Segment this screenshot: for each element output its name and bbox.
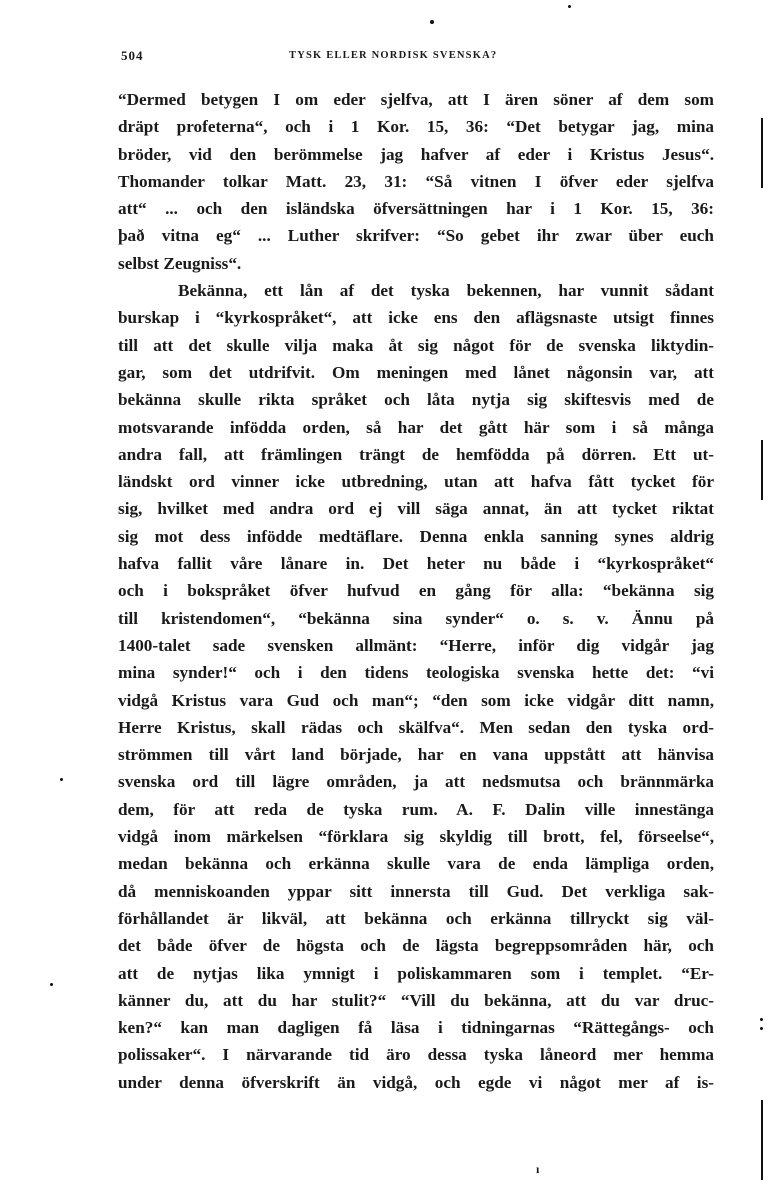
scan-speck bbox=[568, 5, 571, 8]
text-line: under denna öfverskrift än vidgå, och egde vi något mer af is- bbox=[118, 1072, 714, 1092]
text-line: sig, hvilket med andra ord ej vill säga annat, än att tycket riktat bbox=[118, 499, 714, 519]
text-line: bekänna skulle rikta språket och låta nytja sig skiftesvis med de bbox=[118, 390, 714, 410]
body-text bbox=[118, 86, 714, 1096]
scan-speck bbox=[50, 983, 53, 986]
scan-speck bbox=[60, 778, 63, 781]
text-line: och i bokspråket öfver hufvud en gång för alla: “bekänna sig bbox=[118, 581, 714, 601]
text-line: till att det skulle vilja maka åt sig något för de svenska liktydin- bbox=[118, 335, 714, 355]
scan-speck bbox=[760, 1018, 763, 1021]
text-line: vidgå inom märkelsen “förklara sig skyldig till brott, fel, förseelse“, bbox=[118, 827, 714, 847]
text-line: känner du, att du har stulit?“ “Vill du bekänna, att du var druc- bbox=[118, 990, 714, 1010]
text-line: sig mot dess infödde medtäflare. Denna enkla sanning synes aldrig bbox=[118, 526, 714, 546]
text-line: það vitna eg“ ... Luther skrifver: “So gebet ihr zwar über euch bbox=[118, 226, 714, 246]
text-line: vidgå Kristus vara Gud och man“; “den som icke vidgår ditt namn, bbox=[118, 690, 714, 710]
text-line: burskap i “kyrkospråket“, att icke ens den aflägsnaste utsigt finnes bbox=[118, 308, 714, 328]
text-line: 1400-talet sade svensken allmänt: “Herre, inför dig vidgår jag bbox=[118, 635, 714, 655]
text-line: Herre Kristus, skall rädas och skälfva“. Men sedan den tyska ord- bbox=[118, 717, 714, 737]
text-line: det både öfver de högsta och de lägsta begreppsområden här, och bbox=[118, 936, 714, 956]
page-number: 504 bbox=[121, 48, 144, 63]
text-line: motsvarande infödda orden, så har det gått här som i så många bbox=[118, 417, 714, 437]
text-line: medan bekänna och erkänna skulle vara de enda lämpliga orden, bbox=[118, 854, 714, 874]
text-line: att“ ... och den isländska öfversättningen har i 1 Kor. 15, 36: bbox=[118, 199, 714, 219]
text-line: då menniskoanden yppar sitt innersta till Gud. Det verkliga sak- bbox=[118, 881, 714, 901]
text-line: mina synder!“ och i den tidens teologiska svenska hette det: “vi bbox=[118, 663, 714, 683]
scan-speck bbox=[760, 1027, 763, 1030]
text-line: “Dermed betygen I om eder sjelfva, att I ären söner af dem som bbox=[118, 90, 714, 109]
text-line: Thomander tolkar Matt. 23, 31: “Så vitnen I öfver eder sjelfva bbox=[118, 171, 714, 191]
text-line: polissaker“. I närvarande tid äro dessa tyska låneord mer hemma bbox=[118, 1045, 714, 1065]
page-header bbox=[117, 44, 707, 68]
margin-line-mark bbox=[761, 440, 763, 500]
text-line: svenska ord till lägre områden, ja att nedsmutsa och brännmärka bbox=[118, 772, 714, 792]
scan-speck bbox=[430, 20, 434, 24]
text-line: dem, för att reda de tyska rum. A. F. Dalin ville innestänga bbox=[118, 799, 714, 819]
text-line: till kristendomen“, “bekänna sina synder“ o. s. v. Ännu på bbox=[118, 608, 714, 628]
text-line: ken?“ kan man dagligen få läsa i tidningarnas “Rättegångs- och bbox=[118, 1018, 714, 1038]
text-line: ländskt ord vinner icke utbredning, utan att hafva fått tycket för bbox=[118, 472, 714, 492]
text-line: att de nytjas lika ymnigt i poliskammaren som i templet. “Er- bbox=[118, 963, 714, 983]
text-line: dräpt profeterna“, och i 1 Kor. 15, 36: “Det betygar jag, mina bbox=[118, 117, 714, 137]
text-line: strömmen till vårt land började, har en vana uppstått att hänvisa bbox=[118, 745, 714, 765]
margin-line-mark bbox=[761, 1100, 763, 1180]
text-line: gar, som det utdrifvit. Om meningen med lånet någonsin var, att bbox=[118, 362, 714, 382]
paragraph-start-line: Bekänna, ett lån af det tyska bekennen, har vunnit sådant bbox=[178, 281, 714, 301]
text-line: förhållandet är likväl, att bekänna och erkänna tillryckt sig väl- bbox=[118, 908, 714, 928]
signature-mark: ı bbox=[536, 1162, 540, 1176]
margin-line-mark bbox=[761, 118, 763, 188]
text-line: bröder, vid den berömmelse jag hafver af eder i Kristus Jesus“. bbox=[118, 144, 714, 164]
running-title: TYSK ELLER NORDISK SVENSKA? bbox=[289, 50, 498, 61]
text-line: selbst Zeugniss“. bbox=[118, 253, 242, 273]
text-line: hafva fallit våre lånare in. Det heter nu både i “kyrkospråket“ bbox=[118, 554, 714, 574]
text-line: andra fall, att främlingen trängt de hemfödda på dörren. Ett ut- bbox=[118, 444, 714, 464]
